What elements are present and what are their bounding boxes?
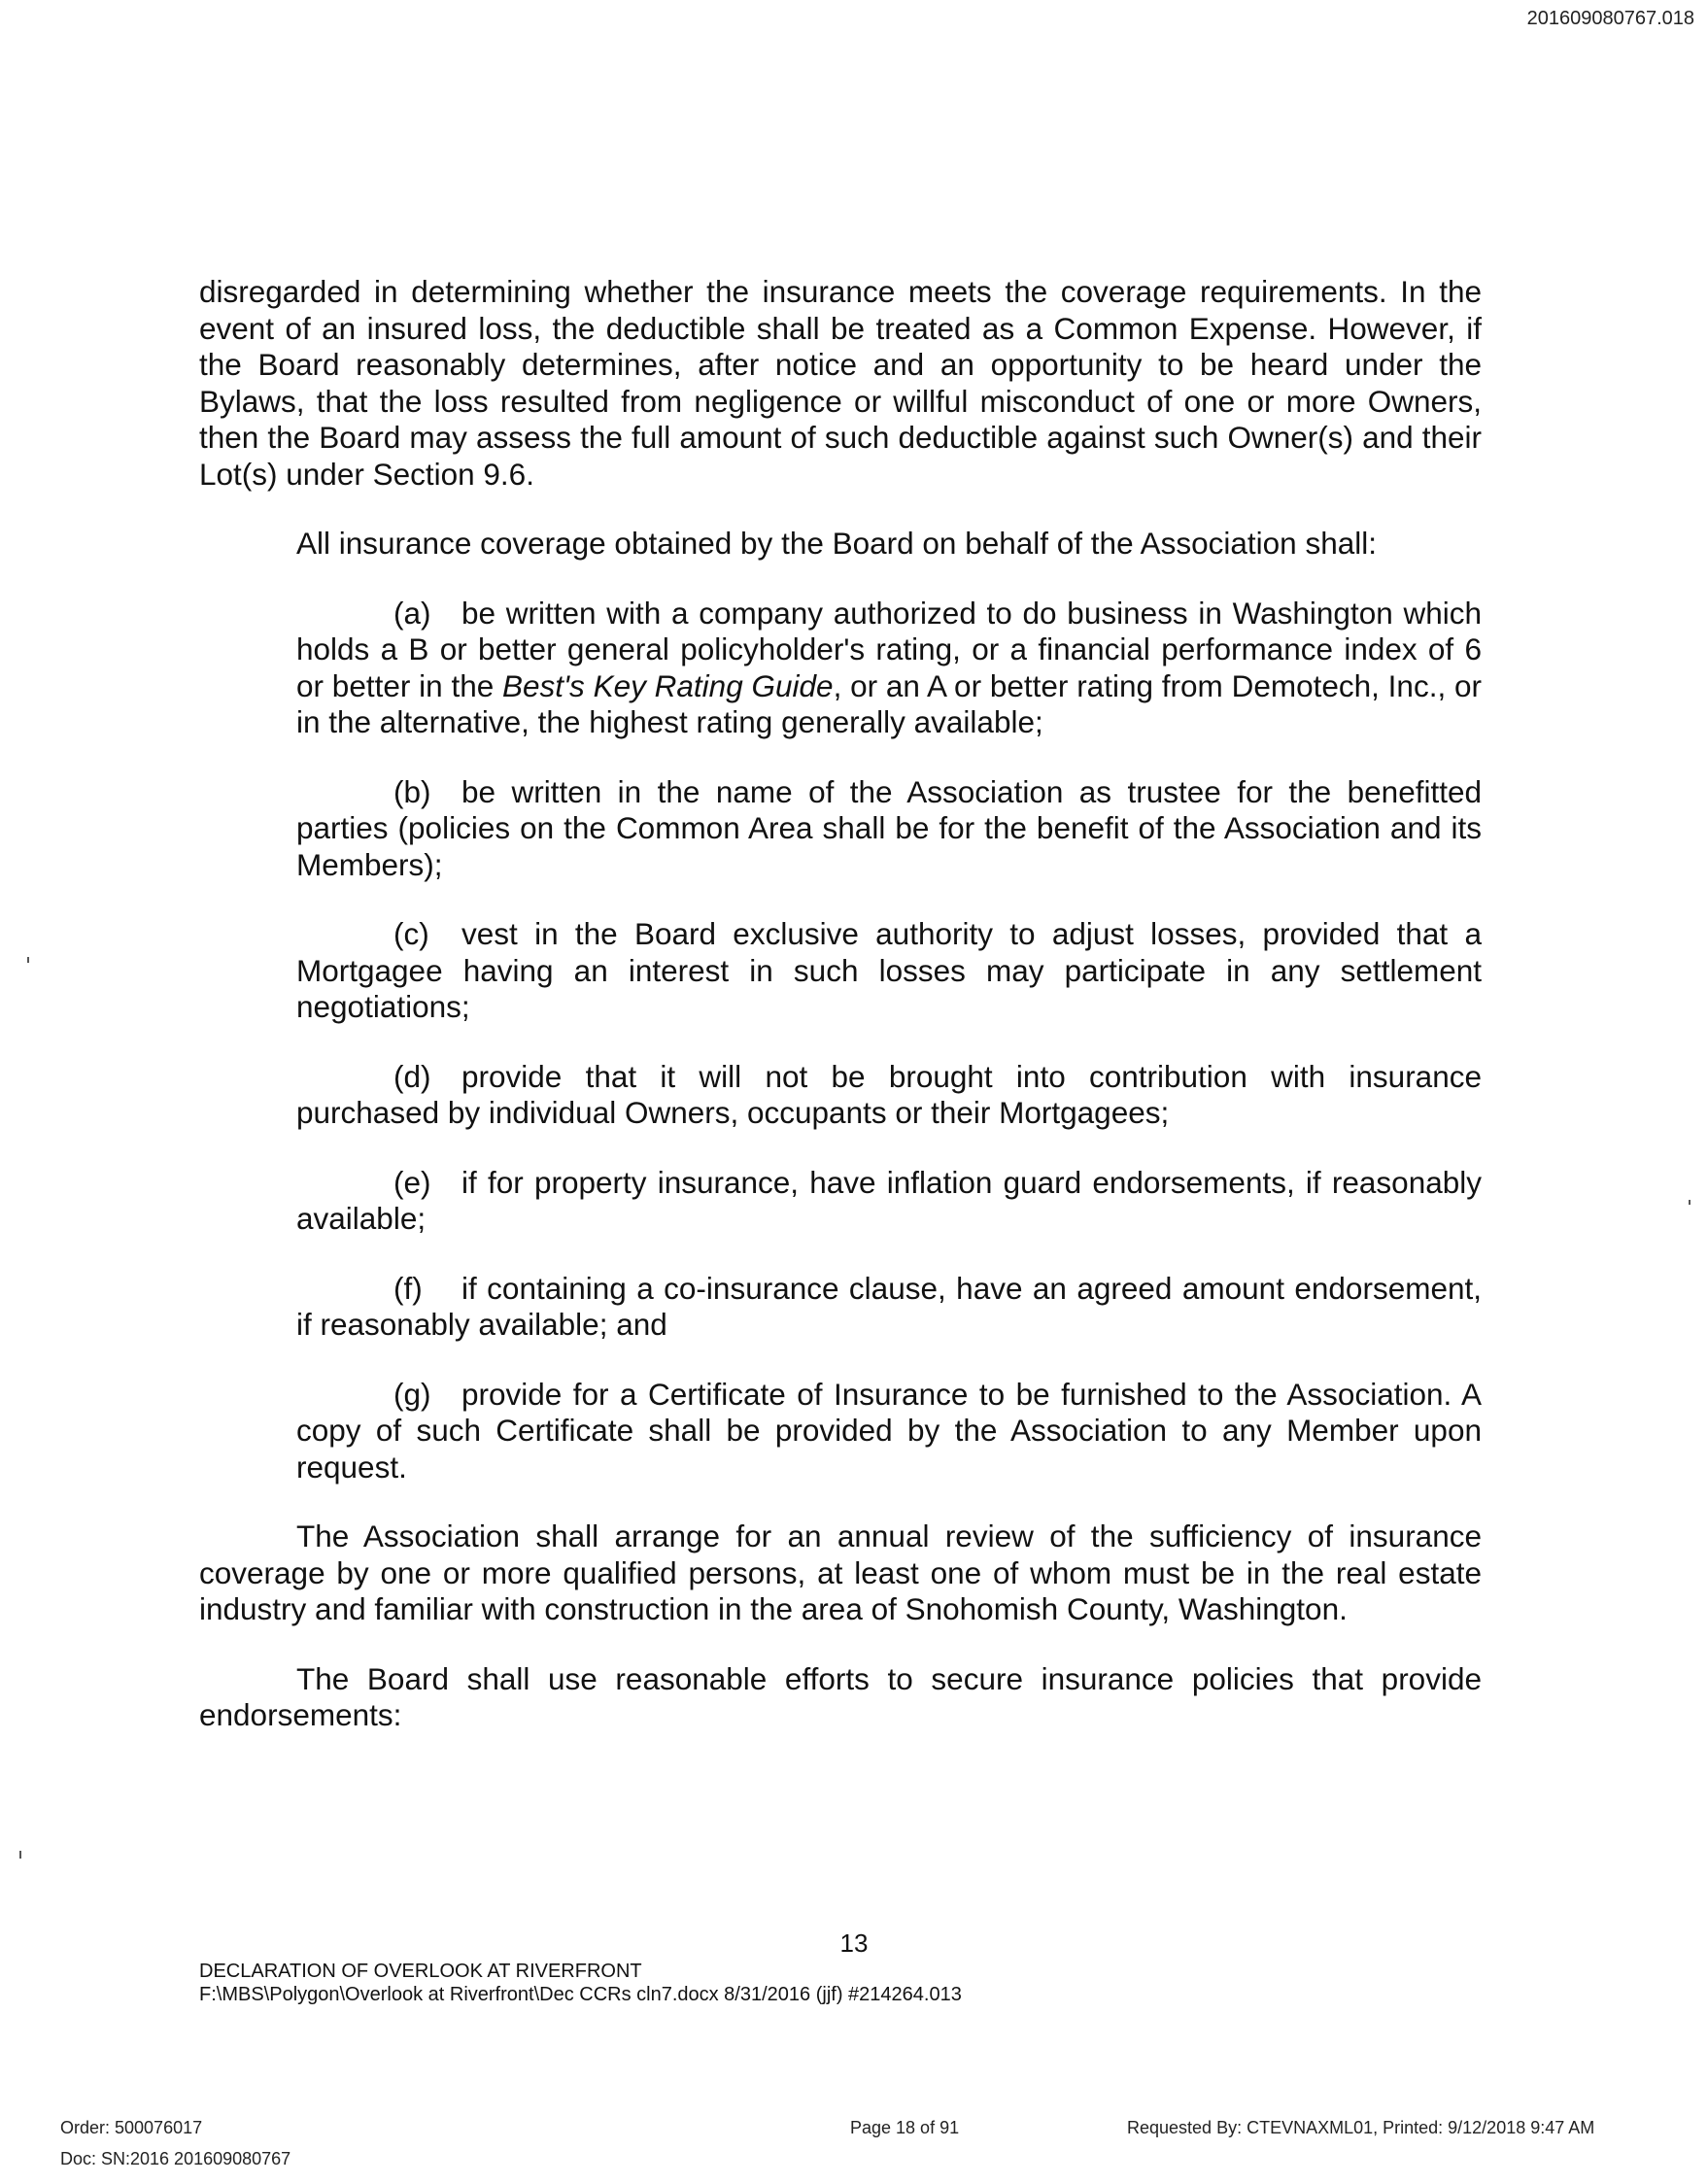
scan-speck [19, 1851, 21, 1859]
doc-number: Doc: SN:2016 201609080767 [60, 2149, 291, 2168]
list-letter: (d) [393, 1058, 431, 1094]
list-letter: (f) [393, 1270, 423, 1306]
footer-file-path: F:\MBS\Polygon\Overlook at Riverfront\Dec CCRs cln7.docx 8/31/2016 (jjf) #214264.013 [199, 1984, 962, 2005]
list-text: provide that it will not be brought into contribution with insurance purchased by individual Owners, occupants or their Mortgagees; [296, 1058, 1482, 1130]
list-letter: (e) [393, 1164, 431, 1200]
list-letter: (b) [393, 773, 431, 809]
paragraph-continuation: disregarded in determining whether the insurance meets the coverage requirements. In the event of an insured loss, the deductible shall be treated as a Common Expense. However, if the Board reasonably determines, after notice and an opportunity to be heard under the Bylaws, that the loss resulted from negligence or willful misconduct of one or more Owners, then the Board may assess the full amount of such deductible against such Owner(s) and their Lot(s) under Section 9.6. [199, 274, 1482, 492]
paragraph-review: The Association shall arrange for an annual review of the sufficiency of insurance coverage by one or more qualified persons, at least one of whom must be in the real estate industry and familiar with construction in the area of Snohomish County, Washington. [199, 1519, 1482, 1626]
requested-by: Requested By: CTEVNAXML01, Printed: 9/12/2018 9:47 AM [1127, 2118, 1595, 2137]
list-item-f [296, 1271, 1482, 1344]
list-item-a [296, 596, 1482, 741]
scan-speck [1689, 1200, 1691, 1205]
list-item-e [296, 1165, 1482, 1238]
list-text: vest in the Board exclusive authority to adjust losses, provided that a Mortgagee having an interest in such losses may participate in any settlement negotiations; [296, 916, 1482, 1024]
list-item-d [296, 1059, 1482, 1132]
list-letter: (c) [393, 916, 429, 951]
page-number: 13 [839, 1928, 869, 1958]
document-body [199, 274, 1482, 1734]
list-text: be written with a company authorized to do business in Washington which holds a B or better general policyholder's rating, or a financial performance index of 6 or better in the [296, 595, 1482, 703]
record-number: 201609080767.018 [1526, 8, 1694, 29]
list-text: if for property insurance, have inflation guard endorsements, if reasonably available; [296, 1164, 1482, 1236]
scan-speck [27, 957, 29, 963]
list-item-b [296, 774, 1482, 884]
list-letter: (a) [393, 595, 431, 631]
list-text-italic: Best's Key Rating Guide [502, 667, 834, 703]
list-text: if containing a co-insurance clause, have an agreed amount endorsement, if reasonably available; and [296, 1270, 1482, 1342]
list-text: provide for a Certificate of Insurance to be furnished to the Association. A copy of such Certificate shall be provided by the Association to any Member upon request. [296, 1376, 1482, 1484]
footer-doc-title: DECLARATION OF OVERLOOK AT RIVERFRONT [199, 1961, 642, 1982]
list-item-c [296, 916, 1482, 1026]
page-count: Page 18 of 91 [850, 2118, 960, 2137]
order-number: Order: 500076017 [60, 2118, 203, 2137]
list-text: , or an A or better rating from Demotech, Inc., or in the alternative, the highest rating generally available; [296, 667, 1482, 739]
paragraph-intro: All insurance coverage obtained by the Board on behalf of the Association shall: [296, 526, 1377, 561]
paragraph-endorsements: The Board shall use reasonable efforts to secure insurance policies that provide endorsements: [199, 1660, 1482, 1732]
list-text: be written in the name of the Association as trustee for the benefitted parties (policies on the Common Area shall be for the benefit of the Association and its Members); [296, 773, 1482, 882]
list-item-g [296, 1377, 1482, 1486]
list-letter: (g) [393, 1376, 431, 1412]
